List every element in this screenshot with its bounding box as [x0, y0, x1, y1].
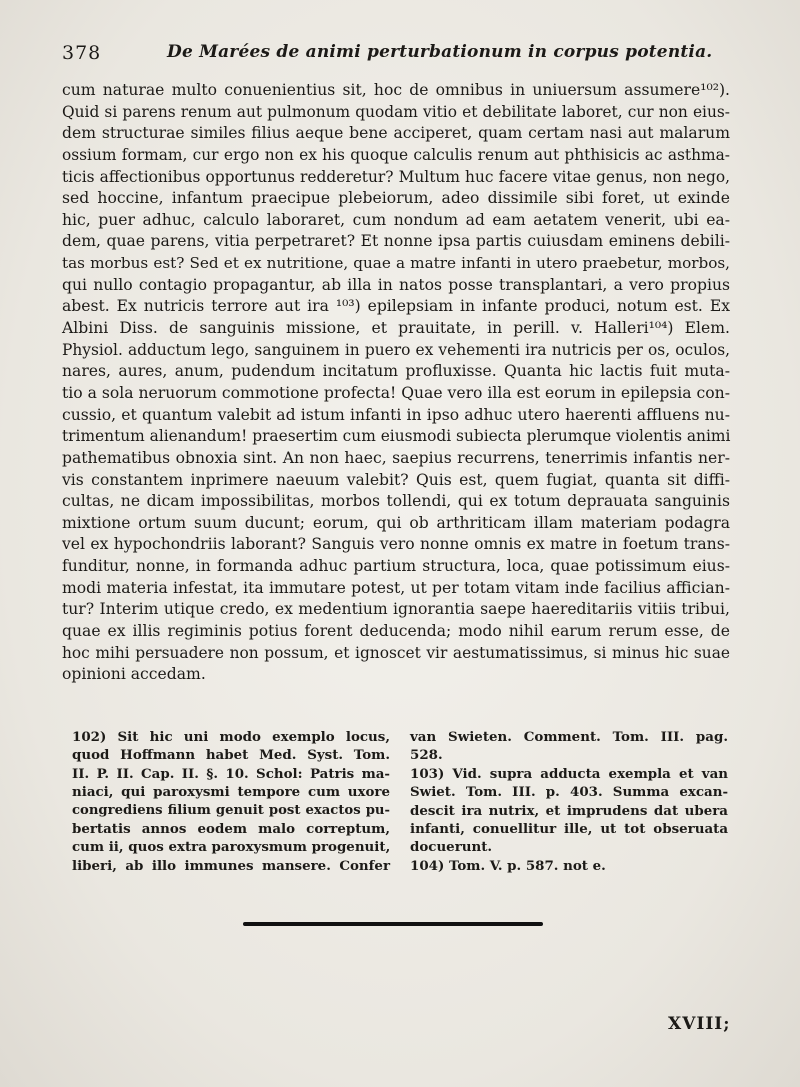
- text-line: Physiol. adductum lego, sanguinem in puero ex vehementi ira nutricis per os, oculos,: [62, 340, 730, 359]
- text-line: dem structurae similes filius aeque bene acciperet, quam certam nasi aut malarum: [62, 124, 730, 143]
- text-line: vel ex hypochondriis laborant? Sanguis vero nonne omnis ex matre in foetum trans-: [62, 535, 730, 554]
- text-line: cultas, ne dicam impossibilitas, morbos tollendi, qui ex totum deprauata sanguinis: [62, 492, 730, 511]
- text-line: opinioni accedam.: [62, 665, 206, 684]
- running-head: [62, 42, 752, 66]
- footnote-line: infanti, conuellitur ille, ut tot obseruata: [410, 820, 728, 837]
- text-line: qui nullo contagio propagantur, ab illa in natos posse transplantari, a vero propius: [62, 275, 730, 294]
- text-line: mixtione ortum suum ducunt; eorum, qui ob arthriticam illam materiam podagra: [62, 513, 730, 532]
- footnote-line: 103) Vid. supra adducta exempla et van: [410, 765, 728, 782]
- footnote-line: bertatis annos eodem malo correptum,: [72, 820, 390, 837]
- text-line: funditur, nonne, in formanda adhuc partium structura, loca, quae potissimum eius-: [62, 557, 730, 576]
- text-line: Albini Diss. de sanguinis missione, et prauitate, in perill. v. Halleri¹⁰⁴) Elem.: [62, 319, 730, 338]
- footnote-line: congrediens filium genuit post exactos pu-: [72, 802, 390, 818]
- footnote-line: 104) Tom. V. p. 587. not e.: [410, 857, 606, 874]
- footnote-line: 528.: [410, 747, 443, 764]
- text-line: quae ex illis regiminis potius forent deducenda; modo nihil earum rerum esse, de: [62, 622, 730, 641]
- footnote-line: niaci, qui paroxysmi tempore cum uxore: [72, 784, 390, 801]
- footnote-line: van Swieten. Comment. Tom. III. pag.: [410, 729, 728, 745]
- catchword: XVIII;: [668, 1014, 731, 1034]
- text-line: sed hoccine, infantum praecipue plebeiorum, adeo dissimile sibi foret, ut exinde: [62, 189, 730, 208]
- text-line: tur? Interim utique credo, ex medentium ignorantia saepe haereditariis vitiis tribui,: [62, 600, 730, 619]
- footnote-line: Swiet. Tom. III. p. 403. Summa excan-: [410, 784, 728, 801]
- text-line: nares, aures, anum, pudendum incitatum profluxisse. Quanta hic lactis fuit muta-: [62, 362, 730, 381]
- main-text: [62, 80, 730, 686]
- page-number: 378: [62, 42, 102, 64]
- section-rule: [243, 922, 543, 926]
- text-line: tio a sola neruorum commotione profecta! Quae vero illa est eorum in epilepsia con-: [62, 383, 730, 402]
- text-line: tas morbus est? Sed et ex nutritione, quae a matre infanti in utero praebetur, morbos,: [62, 254, 730, 273]
- footnote-line: 102) Sit hic uni modo exemplo locus,: [72, 729, 390, 745]
- text-line: abest. Ex nutricis terrore aut ira ¹⁰³) epilepsiam in infante produci, notum est. Ex: [62, 297, 730, 316]
- text-line: hic, puer adhuc, calculo laboraret, cum nondum ad eam aetatem venerit, ubi ea-: [62, 210, 730, 229]
- footnote-line: docuerunt.: [410, 839, 493, 856]
- text-line: ossium formam, cur ergo non ex his quoque calculis renum aut phthisicis ac asthma-: [62, 145, 730, 164]
- text-line: ticis affectionibus opportunus redderetur? Multum huc facere vitae genus, non nego,: [62, 167, 730, 186]
- running-title: De Marées de animi perturbationum in corpus potentia.: [167, 42, 713, 62]
- footnote-line: descit ira nutrix, et imprudens dat ubera: [410, 802, 728, 819]
- footnote-line: cum ii, quos extra paroxysmum progenuit,: [72, 839, 391, 856]
- text-line: dem, quae parens, vitia perpetraret? Et nonne ipsa partis cuiusdam eminens debili-: [62, 232, 730, 251]
- text-line: pathematibus obnoxia sint. An non haec, saepius recurrens, tenerrimis infantis ner-: [62, 448, 730, 467]
- text-line: hoc mihi persuadere non possum, et ignoscet vir aestumatissimus, si minus hic suae: [62, 643, 730, 662]
- text-line: cum naturae multo conuenientius sit, hoc de omnibus in uniuersum assumere¹⁰²).: [62, 81, 730, 99]
- footnote-column-right: [410, 728, 728, 875]
- text-line: vis constantem inprimere naeuum valebit? Quis est, quem fugiat, quanta sit diffi-: [62, 470, 730, 489]
- footnote-line: quod Hoffmann habet Med. Syst. Tom.: [72, 747, 390, 764]
- text-line: modi materia infestat, ita immutare potest, ut per totam vitam inde facilius affician-: [62, 578, 730, 597]
- text-line: trimentum alienandum! praesertim cum eiusmodi subiecta plerumque violentis animi: [62, 427, 731, 446]
- footnote-line: liberi, ab illo immunes mansere. Confer: [72, 857, 390, 874]
- text-line: cussio, et quantum valebit ad istum infanti in ipso adhuc utero haerenti affluens nu-: [62, 405, 730, 424]
- footnote-column-left: [72, 728, 390, 875]
- text-line: Quid si parens renum aut pulmonum quodam vitio et debilitate laboret, cur non eius-: [62, 102, 730, 121]
- footnote-line: II. P. II. Cap. II. §. 10. Schol: Patris ma-: [72, 765, 390, 782]
